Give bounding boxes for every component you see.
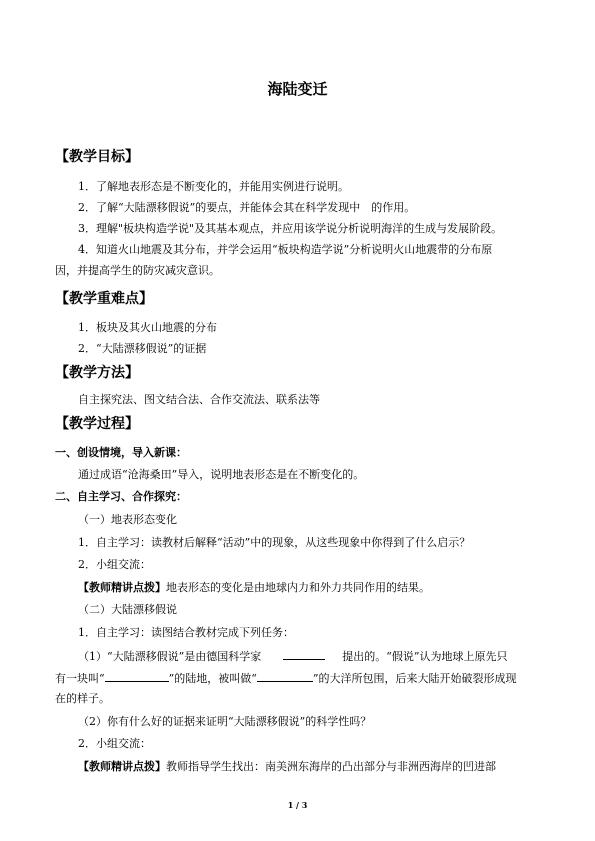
tip-label: 【教师精讲点拨】 [78, 760, 166, 773]
methods-text: 自主探究法、图文结合法、合作交流法、联系法等 [78, 393, 320, 406]
goal-1: 1．了解地表形态是不断变化的，并能用实例进行说明。 [78, 180, 349, 193]
subsection-2-tip [78, 760, 496, 774]
goal-4-line-2: 因，并提高学生的防灾减灾意识。 [55, 264, 220, 277]
tip-text: 地表形态的变化是由地球内力和外力共同作用的结果。 [166, 581, 430, 594]
landmass-blank[interactable] [105, 670, 169, 682]
ocean-blank[interactable] [257, 670, 313, 682]
page-title: 海陆变迁 [267, 80, 328, 98]
tip-text: 教师指导学生找出：南美洲东海岸的凸出部分与非洲西海岸的凹进部 [166, 760, 496, 773]
section-heading-goals: 【教学目标】 [55, 149, 139, 165]
scientist-blank[interactable] [283, 648, 325, 660]
subsection-1-item-1: 1．自主学习：读教材后解释“活动”中的现象，从这些现象中你得到了什么启示？ [78, 536, 471, 549]
section-heading-process: 【教学过程】 [55, 416, 139, 432]
question-1-line-2 [55, 670, 517, 686]
question-1-line-1 [78, 648, 508, 664]
question-1-line-3: 在的样子。 [55, 692, 110, 705]
section-heading-key-points: 【教学重难点】 [55, 291, 153, 307]
subsection-1-item-2: 2．小组交流： [78, 558, 151, 571]
section-heading-methods: 【教学方法】 [55, 365, 139, 381]
goal-3: 3．理解"板块构造学说"及其基本观点，并应用该学说分析说明海洋的生成与发展阶段。 [78, 222, 503, 235]
key-point-1: 1．板块及其火山地震的分布 [78, 321, 217, 334]
subsection-2-title: （二）大陆漂移假说 [78, 603, 177, 616]
goal-4-line-1: 4．知道火山地震及其分布，并学会运用“板块构造学说”分析说明火山地震带的分布原 [78, 243, 493, 256]
goal-2: 2．了解“大陆漂移假说”的要点，并能体会其在科学发现中 的作用。 [78, 201, 416, 214]
process-heading-2: 二、自主学习、合作探究： [55, 490, 187, 503]
subsection-1-title: （一）地表形态变化 [78, 513, 177, 526]
key-point-2: 2．“大陆漂移假说”的证据 [78, 342, 207, 355]
page-number: 1 / 3 [287, 800, 308, 810]
question-1-suffix: 提出的。“假说”认为地球上原先只 [342, 650, 508, 663]
process-heading-1: 一、创设情境，导入新课： [55, 446, 187, 459]
question-1b-mid: ”的陆地，被叫做“ [168, 672, 257, 685]
question-1b-prefix: 有一块叫“ [55, 672, 105, 685]
subsection-2-item-1: 1．自主学习：读图结合教材完成下列任务： [78, 626, 294, 639]
subsection-2-item-2: 2．小组交流： [78, 737, 151, 750]
question-1-prefix: （1）“大陆漂移假说”是由德国科学家 [78, 650, 262, 663]
question-1b-suffix: ”的大洋所包围，后来大陆开始破裂形成现 [312, 672, 517, 685]
tip-label: 【教师精讲点拨】 [78, 581, 166, 594]
subsection-1-tip [78, 581, 430, 595]
question-2: （2）你有什么好的证据来证明“大陆漂移假说”的科学性吗？ [78, 715, 372, 728]
process-paragraph-1: 通过成语“沧海桑田”导入，说明地表形态是在不断变化的。 [78, 468, 365, 481]
